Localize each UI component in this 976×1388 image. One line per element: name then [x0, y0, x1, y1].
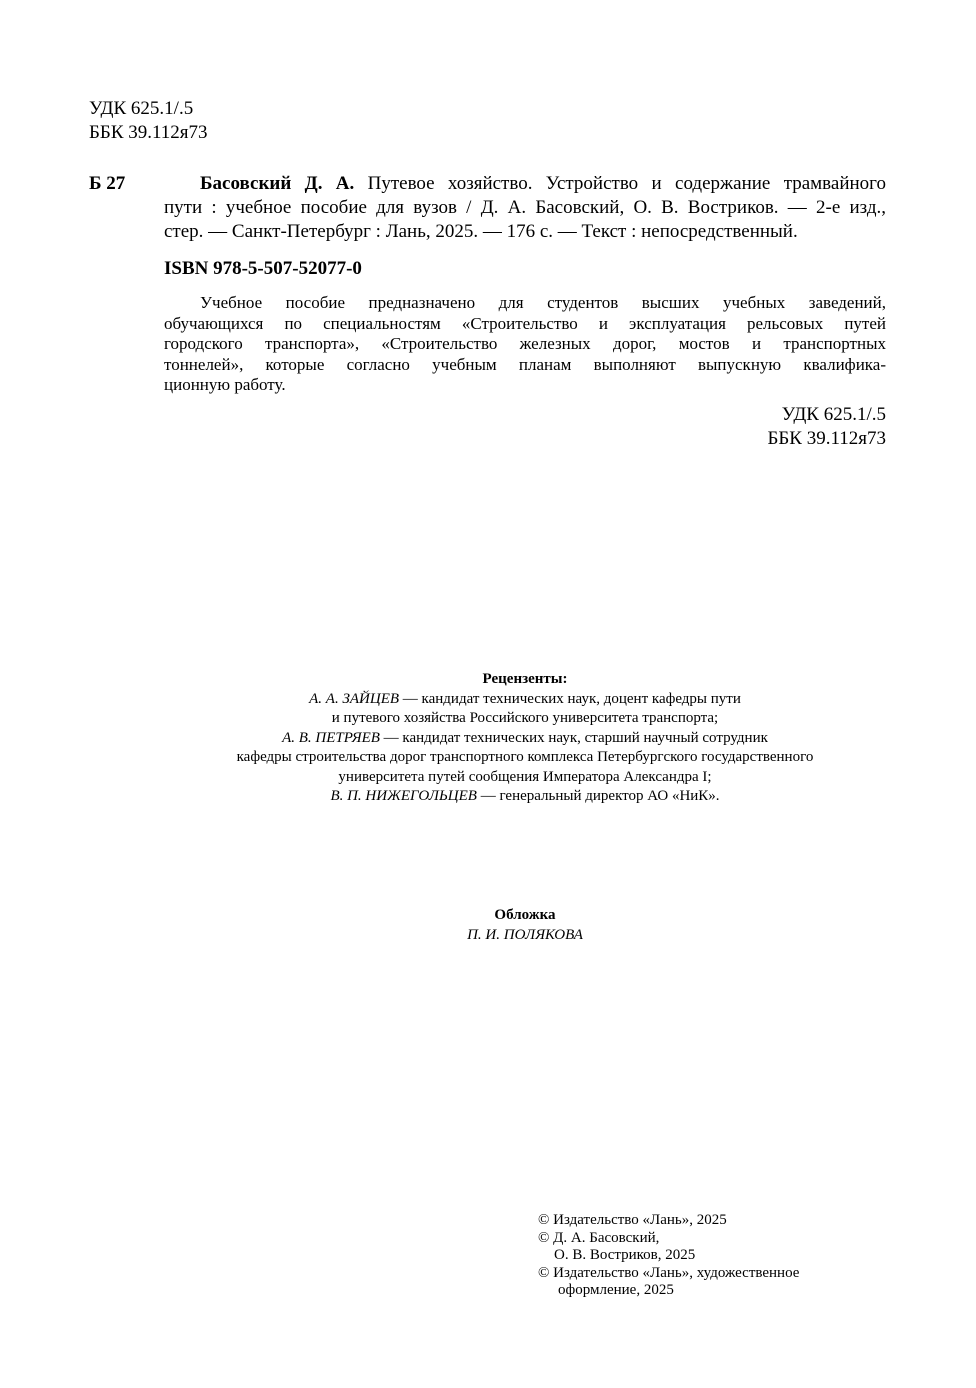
cover-designer: П. И. ПОЛЯКОВА [467, 926, 583, 943]
copyright-block [538, 1212, 878, 1300]
cover-heading: Обложка [494, 907, 556, 923]
annotation-line: тоннелей», которые согласно учебным планам выполняют выпускную квалифика- [164, 354, 886, 374]
author-mark: Б 27 [89, 173, 126, 194]
entry-line-3: стер. — Санкт-Петербург : Лань, 2025. — 176 с. — Текст : непосредственный. [164, 221, 798, 242]
copyright-line: оформление, 2025 [558, 1282, 674, 1298]
reviewer-2-cont: кафедры строительства дорог транспортного комплекса Петербургского государственного [236, 749, 814, 765]
reviewer-3 [125, 787, 925, 807]
header-bbk: ББК 39.112я73 [89, 122, 208, 143]
reviewer-2-text: — кандидат технических наук, старший научный сотрудник [379, 729, 768, 746]
reviewer-1-text: — кандидат технических наук, доцент кафедры пути [399, 690, 741, 707]
entry-line-1 [164, 173, 886, 195]
reviewer-2 [125, 729, 925, 749]
entry-line-2: пути : учебное пособие для вузов / Д. А. Басовский, О. В. Востриков. — 2-е изд., [164, 197, 886, 218]
isbn: ISBN 978-5-507-52077-0 [164, 258, 362, 279]
reviewer-1-name: А. А. ЗАЙЦЕВ [309, 690, 400, 707]
classification-bbk: ББК 39.112я73 [767, 428, 886, 449]
reviewer-2-name: А. В. ПЕТРЯЕВ [282, 729, 380, 746]
reviewers-block [125, 670, 925, 807]
annotation-line: городского транспорта», «Строительство железных дорог, мостов и транспортных [164, 334, 886, 353]
copyright-line: © Издательство «Лань», 2025 [538, 1212, 727, 1228]
header-udk: УДК 625.1/.5 [89, 98, 194, 119]
annotation-line: Учебное пособие предназначено для студентов высших учебных заведений, [200, 293, 886, 312]
reviewer-3-text: — генеральный директор АО «НиК». [476, 788, 720, 804]
copyright-line: О. В. Востриков, 2025 [554, 1247, 696, 1263]
annotation-line: обучающихся по специальностям «Строительство и эксплуатация рельсовых путей [164, 313, 886, 333]
annotation-line: ционную работу. [164, 375, 286, 394]
reviewers-heading: Рецензенты: [482, 671, 568, 687]
classification-udk: УДК 625.1/.5 [781, 404, 886, 425]
reviewer-3-name: В. П. НИЖЕГОЛЬЦЕВ [330, 788, 477, 804]
bibliographic-entry [164, 173, 886, 243]
reviewer-1 [125, 690, 925, 710]
copyright-line: © Д. А. Басовский, [538, 1229, 660, 1246]
copyright-line: © Издательство «Лань», художественное [538, 1264, 800, 1281]
cover-block [375, 906, 675, 945]
reviewer-2-cont: университета путей сообщения Императора Александра I; [338, 768, 712, 785]
header-block [89, 98, 208, 144]
entry-title: Путевое хозяйство. Устройство и содержание трамвайного [354, 173, 886, 194]
entry-author: Басовский Д. А. [200, 173, 355, 194]
reviewer-1-cont: и путевого хозяйства Российского университета транспорта; [331, 710, 719, 726]
classification-block [586, 404, 886, 450]
annotation [164, 293, 886, 396]
